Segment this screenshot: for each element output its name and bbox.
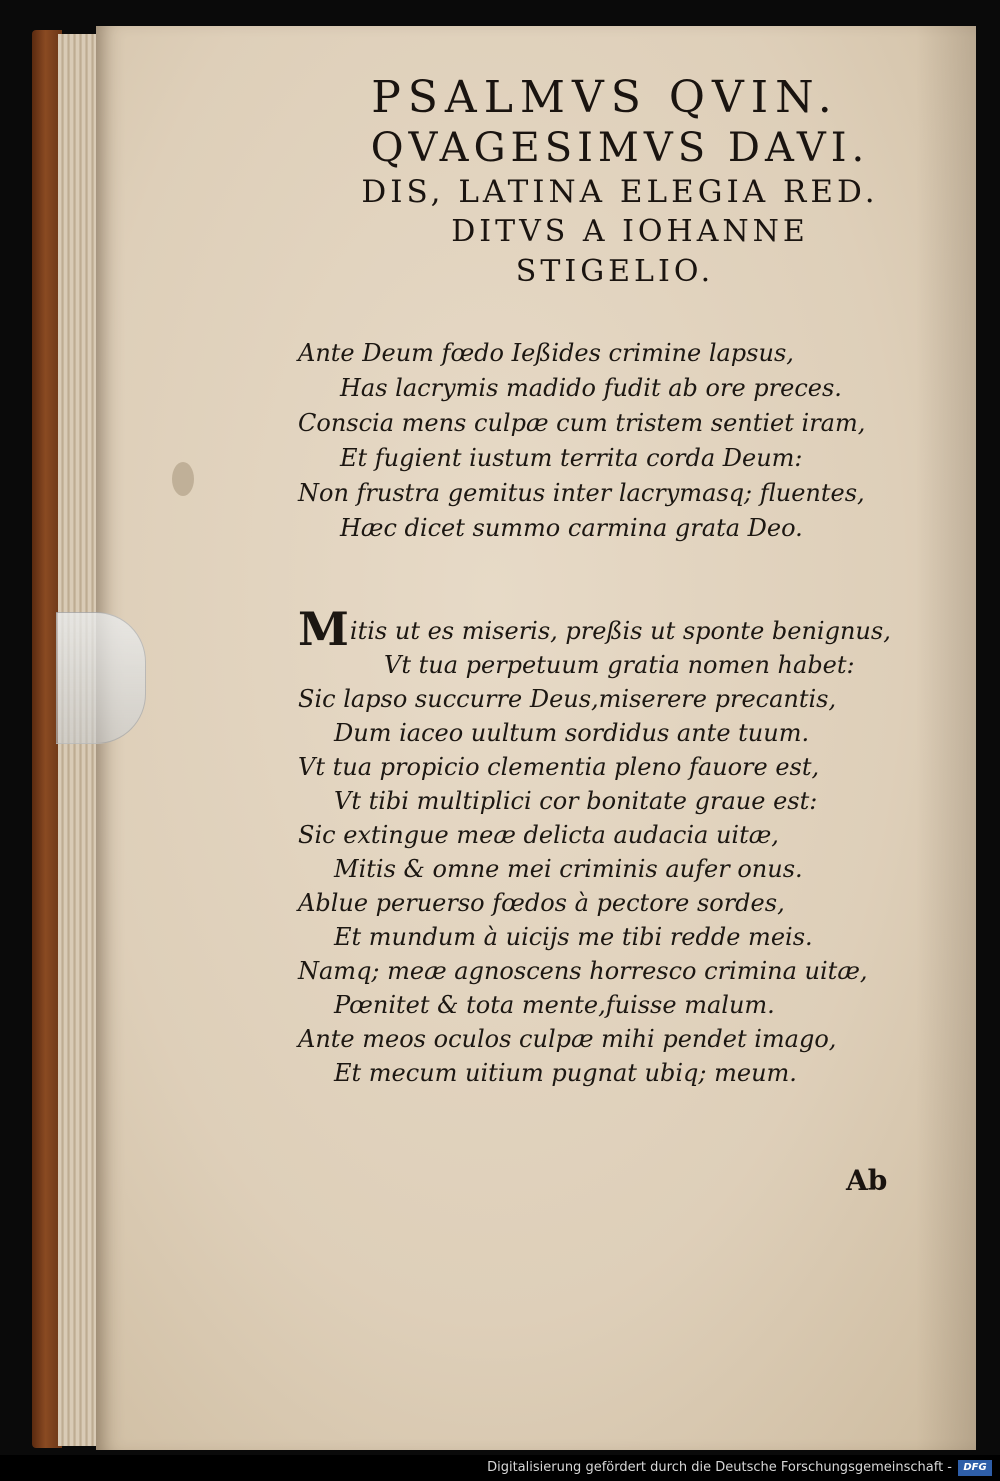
- psalm-line: Vt tua propicio clementia pleno fauore est,: [298, 753, 820, 781]
- psalm-line: Sic extingue meæ delicta audacia uitæ,: [298, 821, 779, 849]
- psalm-verses: [298, 602, 918, 1090]
- psalm-line: Sic lapso succurre Deus,miserere precantis,: [298, 685, 837, 713]
- footer-credit: Digitalisierung gefördert durch die Deutsche Forschungsgemeinschaft -: [487, 1460, 952, 1475]
- intro-line: Et fugient iustum territa corda Deum:: [340, 444, 803, 472]
- intro-line: Ante Deum fœdo Ießides crimine lapsus,: [298, 339, 794, 367]
- psalm-line: Ablue peruerso fœdos à pectore sordes,: [298, 889, 785, 917]
- intro-line: Has lacrymis madido fudit ab ore preces.: [340, 374, 842, 402]
- title-line-4: DITVS A IOHANNE: [451, 214, 809, 249]
- title-line-1: PSALMVS QVIN.: [371, 72, 839, 123]
- dfg-logo-icon: DFG: [958, 1460, 992, 1476]
- catchword: Ab: [846, 1164, 888, 1197]
- psalm-line: Et mecum uitium pugnat ubiq; meum.: [334, 1059, 797, 1087]
- psalm-line: Vt tibi multiplici cor bonitate graue est:: [334, 787, 818, 815]
- psalm-first-line: [298, 602, 918, 656]
- intro-verses: [298, 336, 918, 546]
- psalm-first-line-text: itis ut es miseris, preßis ut sponte benignus,: [349, 617, 891, 645]
- psalm-line: Dum iaceo uultum sordidus ante tuum.: [334, 719, 810, 747]
- psalm-line: Et mundum à uicijs me tibi redde meis.: [334, 923, 813, 951]
- title-line-3: DIS, LATINA ELEGIA RED.: [361, 174, 879, 210]
- psalm-line: Mitis & omne mei criminis aufer onus.: [334, 855, 803, 883]
- intro-line: Conscia mens culpæ cum tristem sentiet iram,: [298, 409, 866, 437]
- psalm-line: Namq; meæ agnoscens horresco crimina uitæ,: [298, 957, 868, 985]
- psalm-line: Pœnitet & tota mente,fuisse malum.: [334, 991, 775, 1019]
- intro-line: Hæc dicet summo carmina grata Deo.: [340, 514, 803, 542]
- title-line-5: STIGELIO.: [515, 254, 715, 289]
- intro-line: Non frustra gemitus inter lacrymasq; fluentes,: [298, 479, 865, 507]
- footer-bar: [0, 1455, 1000, 1481]
- paper-stain: [172, 462, 194, 496]
- page-title: [290, 72, 950, 292]
- psalm-line: Ante meos oculos culpæ mihi pendet imago,: [298, 1025, 837, 1053]
- psalm-line: Vt tua perpetuum gratia nomen habet:: [384, 651, 855, 679]
- page-clip: [56, 612, 146, 744]
- drop-cap: M: [298, 602, 349, 656]
- title-line-2: QVAGESIMVS DAVI.: [370, 125, 870, 171]
